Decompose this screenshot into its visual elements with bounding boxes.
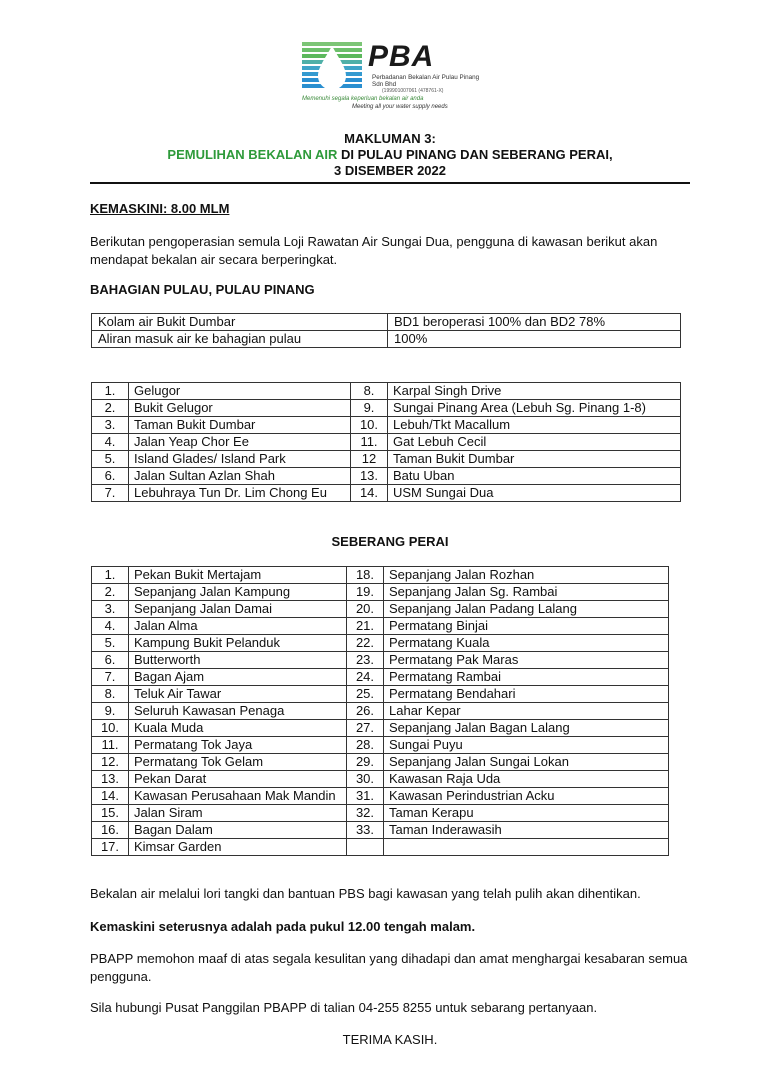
area-number-cell: 28. xyxy=(347,737,384,754)
area-name-cell: USM Sungai Dua xyxy=(388,485,681,502)
area-number-cell: 32. xyxy=(347,805,384,822)
slogan-english: Meeting all your water supply needs xyxy=(352,104,448,110)
area-number-cell: 9. xyxy=(351,400,388,417)
area-number-cell: 12. xyxy=(92,754,129,771)
area-number-cell: 8. xyxy=(351,383,388,400)
table-row xyxy=(92,652,669,669)
area-name-cell: Bagan Dalam xyxy=(129,822,347,839)
area-name-cell: Lebuh/Tkt Macallum xyxy=(388,417,681,434)
area-number-cell: 7. xyxy=(92,485,129,502)
area-name-cell: Bagan Ajam xyxy=(129,669,347,686)
area-name-cell: Bukit Gelugor xyxy=(129,400,351,417)
area-name-cell: Pekan Bukit Mertajam xyxy=(129,567,347,584)
pba-logo xyxy=(300,38,480,112)
closing-thanks: TERIMA KASIH. xyxy=(342,1032,438,1047)
slogan-malay: Memenuhi segala keperluan bekalan air anda xyxy=(302,96,424,102)
table-row xyxy=(92,400,681,417)
status-label-cell: Kolam air Bukit Dumbar xyxy=(92,314,388,331)
table-row xyxy=(92,383,681,400)
table-row xyxy=(92,754,669,771)
area-name-cell: Jalan Siram xyxy=(129,805,347,822)
water-drop-logo-icon xyxy=(300,40,364,94)
area-name-cell: Jalan Yeap Chor Ee xyxy=(129,434,351,451)
area-number-cell: 3. xyxy=(92,601,129,618)
area-number-cell: 26. xyxy=(347,703,384,720)
area-name-cell: Taman Kerapu xyxy=(384,805,669,822)
area-number-cell: 12 xyxy=(351,451,388,468)
area-number-cell: 16. xyxy=(92,822,129,839)
area-number-cell: 19. xyxy=(347,584,384,601)
section-heading-island: BAHAGIAN PULAU, PULAU PINANG xyxy=(90,282,315,297)
area-number-cell: 10. xyxy=(92,720,129,737)
area-name-cell: Island Glades/ Island Park xyxy=(129,451,351,468)
table-row xyxy=(92,417,681,434)
area-number-cell: 33. xyxy=(347,822,384,839)
area-name-cell: Sungai Puyu xyxy=(384,737,669,754)
area-number-cell: 11. xyxy=(92,737,129,754)
title-line-2 xyxy=(90,147,690,163)
table-row xyxy=(92,737,669,754)
table-row xyxy=(92,669,669,686)
area-name-cell: Permatang Kuala xyxy=(384,635,669,652)
table-row xyxy=(92,805,669,822)
area-number-cell: 30. xyxy=(347,771,384,788)
area-number-cell: 10. xyxy=(351,417,388,434)
area-name-cell: Sepanjang Jalan Sg. Rambai xyxy=(384,584,669,601)
table-row xyxy=(92,686,669,703)
area-number-cell: 20. xyxy=(347,601,384,618)
title-green-text: PEMULIHAN BEKALAN AIR xyxy=(167,147,338,162)
area-name-cell: Kampung Bukit Pelanduk xyxy=(129,635,347,652)
status-value-cell: BD1 beroperasi 100% dan BD2 78% xyxy=(388,314,681,331)
status-label-cell: Aliran masuk air ke bahagian pulau xyxy=(92,331,388,348)
table-row xyxy=(92,703,669,720)
table-row xyxy=(92,601,669,618)
area-name-cell: Taman Inderawasih xyxy=(384,822,669,839)
area-name-cell: Teluk Air Tawar xyxy=(129,686,347,703)
table-row xyxy=(92,618,669,635)
area-number-cell: 21. xyxy=(347,618,384,635)
company-name: Perbadanan Bekalan Air Pulau Pinang Sdn Bhd xyxy=(372,74,480,88)
area-number-cell: 11. xyxy=(351,434,388,451)
area-number-cell: 22. xyxy=(347,635,384,652)
area-number-cell: 13. xyxy=(92,771,129,788)
area-number-cell: 13. xyxy=(351,468,388,485)
area-name-cell: Taman Bukit Dumbar xyxy=(129,417,351,434)
table-row xyxy=(92,788,669,805)
table-row xyxy=(92,331,681,348)
table-row xyxy=(92,635,669,652)
table-row xyxy=(92,720,669,737)
area-number-cell: 2. xyxy=(92,584,129,601)
area-name-cell: Permatang Pak Maras xyxy=(384,652,669,669)
area-name-cell: Kuala Muda xyxy=(129,720,347,737)
status-value-cell: 100% xyxy=(388,331,681,348)
area-name-cell: Sepanjang Jalan Kampung xyxy=(129,584,347,601)
area-name-cell: Sepanjang Jalan Rozhan xyxy=(384,567,669,584)
island-areas-table xyxy=(91,382,681,502)
table-row xyxy=(92,584,669,601)
area-number-cell: 1. xyxy=(92,383,129,400)
table-row xyxy=(92,822,669,839)
area-number-cell: 14. xyxy=(92,788,129,805)
area-number-cell: 27. xyxy=(347,720,384,737)
area-name-cell: Karpal Singh Drive xyxy=(388,383,681,400)
area-name-cell: Permatang Rambai xyxy=(384,669,669,686)
table-row xyxy=(92,485,681,502)
area-number-cell: 5. xyxy=(92,635,129,652)
title-rest-text: DI PULAU PINANG DAN SEBERANG PERAI, xyxy=(337,147,613,162)
area-name-cell: Sepanjang Jalan Bagan Lalang xyxy=(384,720,669,737)
section-heading-mainland: SEBERANG PERAI xyxy=(331,534,449,549)
area-number-cell: 18. xyxy=(347,567,384,584)
mainland-areas-table xyxy=(91,566,669,856)
area-name-cell: Jalan Alma xyxy=(129,618,347,635)
area-name-cell: Gelugor xyxy=(129,383,351,400)
area-name-cell: Sepanjang Jalan Sungai Lokan xyxy=(384,754,669,771)
area-number-cell: 1. xyxy=(92,567,129,584)
area-number-cell: 8. xyxy=(92,686,129,703)
apology-paragraph: PBAPP memohon maaf di atas segala kesulitan yang dihadapi dan amat menghargai kesabaran semua pengguna. xyxy=(90,951,688,984)
area-number-cell: 3. xyxy=(92,417,129,434)
intro-paragraph: Berikutan pengoperasian semula Loji Rawatan Air Sungai Dua, pengguna di kawasan berikut akan mendapat bekalan air secara berperingkat. xyxy=(90,234,658,267)
area-number-cell: 4. xyxy=(92,618,129,635)
area-name-cell: Butterworth xyxy=(129,652,347,669)
area-name-cell: Lahar Kepar xyxy=(384,703,669,720)
area-number-cell: 9. xyxy=(92,703,129,720)
area-name-cell: Kimsar Garden xyxy=(129,839,347,856)
area-name-cell: Kawasan Perindustrian Acku xyxy=(384,788,669,805)
area-name-cell xyxy=(384,839,669,856)
table-row xyxy=(92,434,681,451)
table-row xyxy=(92,468,681,485)
area-name-cell: Kawasan Perusahaan Mak Mandin xyxy=(129,788,347,805)
brand-name: PBA xyxy=(368,40,435,73)
area-number-cell: 17. xyxy=(92,839,129,856)
area-name-cell: Pekan Darat xyxy=(129,771,347,788)
area-number-cell: 24. xyxy=(347,669,384,686)
registration-number: (199901007061 (478761-X) xyxy=(382,88,444,94)
area-name-cell: Taman Bukit Dumbar xyxy=(388,451,681,468)
area-number-cell: 23. xyxy=(347,652,384,669)
table-row xyxy=(92,567,669,584)
title-date: 3 DISEMBER 2022 xyxy=(334,163,446,178)
next-update-notice: Kemaskini seterusnya adalah pada pukul 12.00 tengah malam. xyxy=(90,919,476,934)
area-name-cell: Kawasan Raja Uda xyxy=(384,771,669,788)
area-name-cell: Lebuhraya Tun Dr. Lim Chong Eu xyxy=(129,485,351,502)
area-number-cell: 7. xyxy=(92,669,129,686)
reservoir-status-table xyxy=(91,313,681,348)
area-number-cell: 29. xyxy=(347,754,384,771)
area-number-cell xyxy=(347,839,384,856)
table-row xyxy=(92,451,681,468)
area-number-cell: 4. xyxy=(92,434,129,451)
contact-paragraph: Sila hubungi Pusat Panggilan PBAPP di talian 04-255 8255 untuk sebarang pertanyaan. xyxy=(90,1000,598,1015)
area-number-cell: 6. xyxy=(92,652,129,669)
table-row xyxy=(92,839,669,856)
area-number-cell: 14. xyxy=(351,485,388,502)
area-name-cell: Batu Uban xyxy=(388,468,681,485)
area-name-cell: Permatang Bendahari xyxy=(384,686,669,703)
area-name-cell: Sepanjang Jalan Padang Lalang xyxy=(384,601,669,618)
update-time-label: KEMASKINI: 8.00 MLM xyxy=(90,201,230,216)
lorry-notice: Bekalan air melalui lori tangki dan bantuan PBS bagi kawasan yang telah pulih akan dihentikan. xyxy=(90,886,641,901)
area-number-cell: 5. xyxy=(92,451,129,468)
area-name-cell: Permatang Binjai xyxy=(384,618,669,635)
area-name-cell: Sepanjang Jalan Damai xyxy=(129,601,347,618)
area-number-cell: 6. xyxy=(92,468,129,485)
table-row xyxy=(92,771,669,788)
announcement-title xyxy=(90,131,690,179)
area-name-cell: Gat Lebuh Cecil xyxy=(388,434,681,451)
title-line-1: MAKLUMAN 3: xyxy=(344,131,436,146)
area-number-cell: 31. xyxy=(347,788,384,805)
area-name-cell: Seluruh Kawasan Penaga xyxy=(129,703,347,720)
header-divider xyxy=(90,182,690,184)
area-name-cell: Permatang Tok Gelam xyxy=(129,754,347,771)
area-name-cell: Permatang Tok Jaya xyxy=(129,737,347,754)
area-name-cell: Sungai Pinang Area (Lebuh Sg. Pinang 1-8) xyxy=(388,400,681,417)
area-number-cell: 2. xyxy=(92,400,129,417)
area-number-cell: 15. xyxy=(92,805,129,822)
area-number-cell: 25. xyxy=(347,686,384,703)
table-row xyxy=(92,314,681,331)
area-name-cell: Jalan Sultan Azlan Shah xyxy=(129,468,351,485)
